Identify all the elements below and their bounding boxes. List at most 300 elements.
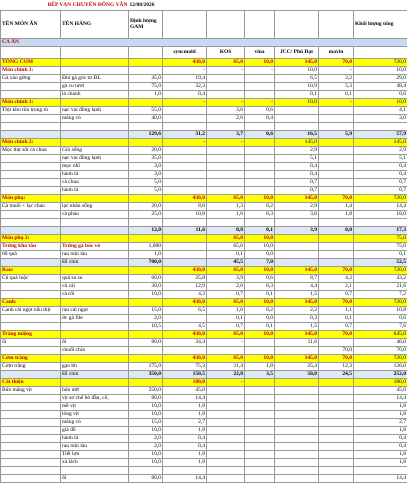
table-row: [1, 58, 407, 66]
table-cell: [129, 66, 163, 74]
table-cell: [61, 122, 129, 130]
table-cell: [1, 466, 61, 474]
table-row: [1, 218, 407, 226]
table-cell: 65,0: [207, 330, 245, 338]
table-cell: 57,9: [354, 130, 407, 138]
table-cell: [319, 154, 354, 162]
table-cell: [1, 290, 61, 298]
table-cell: [275, 450, 319, 458]
table-cell: 10,9: [275, 82, 319, 90]
table-cell: 7,0: [245, 258, 275, 266]
table-cell: 145,0: [354, 138, 407, 146]
table-cell: -: [319, 66, 354, 74]
table-cell: 430,0: [163, 330, 207, 338]
table-cell: 14,4: [163, 394, 207, 402]
table-cell: [275, 458, 319, 466]
table-cell: [163, 258, 207, 266]
table-cell: -: [207, 378, 245, 386]
table-cell: 720,0: [354, 354, 407, 362]
table-row: [1, 194, 407, 202]
table-cell: 2,9: [275, 202, 319, 210]
table-cell: 1,0: [129, 90, 163, 98]
table-cell: 0,1: [207, 250, 245, 258]
table-row: [1, 186, 407, 194]
table-cell: 18,0: [354, 210, 407, 218]
table-cell: [61, 378, 129, 386]
table-cell: [163, 250, 207, 258]
table-row: [1, 298, 407, 306]
table-cell: 3,0: [129, 170, 163, 178]
table-cell: 1,8: [354, 450, 407, 458]
table-cell: 10,0: [129, 426, 163, 434]
table-cell: -: [163, 138, 207, 146]
table-cell: [129, 234, 163, 242]
table-cell: hành lá: [61, 434, 129, 442]
table-cell: -: [207, 98, 245, 106]
table-row: [1, 306, 407, 314]
table-cell: 1,8: [163, 450, 207, 458]
table-cell: 15,0: [129, 306, 163, 314]
table-cell: 1,8: [319, 210, 354, 218]
table-cell: [245, 410, 275, 418]
table-cell: 0,1: [319, 314, 354, 322]
table-cell: Món chính 1:: [1, 66, 61, 74]
table-cell: ổi: [61, 474, 129, 482]
table-cell: Tráng miệng: [1, 330, 61, 338]
table-row: [1, 314, 407, 322]
table-cell: 2,7: [354, 418, 407, 426]
table-cell: [163, 242, 207, 250]
table-row: [1, 466, 407, 474]
table-cell: 10,0: [245, 330, 275, 338]
table-cell: 720,0: [354, 58, 407, 66]
table-cell: bún ướt: [61, 386, 129, 394]
table-row: [1, 378, 407, 386]
table-row: [1, 266, 407, 274]
table-row: [1, 274, 407, 282]
table-row: [1, 258, 407, 266]
table-cell: [61, 218, 129, 226]
table-cell: 145,0: [275, 330, 319, 338]
table-cell: [1, 226, 61, 234]
table-row: [1, 98, 407, 106]
table-cell: [129, 194, 163, 202]
table-cell: [1, 154, 61, 162]
table-cell: 4,3: [163, 290, 207, 298]
table-cell: 3,5: [245, 370, 275, 378]
table-cell: 43,2: [354, 274, 407, 282]
table-row: [1, 162, 407, 170]
table-cell: 3,7: [207, 130, 245, 138]
table-cell: 70,0: [319, 354, 354, 362]
table-cell: 5,0: [129, 186, 163, 194]
table-cell: -: [245, 66, 275, 74]
table-cell: 0,3: [245, 282, 275, 290]
table-cell: 10,0: [129, 410, 163, 418]
table-row: [1, 474, 407, 482]
table-cell: gạo bh: [61, 362, 129, 370]
table-cell: -: [245, 98, 275, 106]
table-cell: mề vịt: [61, 402, 129, 410]
table-cell: 7,6: [354, 322, 407, 330]
table-cell: [207, 458, 245, 466]
table-cell: [275, 474, 319, 482]
table-cell: 7,2: [354, 290, 407, 298]
table-cell: 2,0: [129, 314, 163, 322]
table-cell: 0,7: [354, 178, 407, 186]
table-cell: 45,0: [354, 386, 407, 394]
table-cell: [1, 122, 61, 130]
table-cell: 129,6: [129, 130, 163, 138]
table-cell: 12,9: [163, 282, 207, 290]
table-cell: 145,0: [275, 58, 319, 66]
table-row: [1, 82, 407, 90]
table-cell: 14,4: [163, 474, 207, 482]
table-cell: [319, 234, 354, 242]
table-row: [1, 434, 407, 442]
table-cell: [245, 122, 275, 130]
table-cell: [319, 386, 354, 394]
table-cell: 430,0: [163, 194, 207, 202]
table-cell: [163, 234, 207, 242]
table-cell: 0,4: [354, 434, 407, 442]
table-cell: [1, 370, 61, 378]
table-cell: Mọc thịt sốt cà chua: [1, 146, 61, 154]
table-cell: 45,0: [163, 386, 207, 394]
table-cell: 20,0: [129, 146, 163, 154]
section-label: CA ĂN: [1, 38, 407, 46]
table-row: [1, 138, 407, 146]
table-cell: Giò sống: [61, 146, 129, 154]
table-cell: Bún măng vịt: [1, 386, 61, 394]
table-cell: [61, 58, 129, 66]
table-cell: [61, 322, 129, 330]
table-cell: nạc vai đông lạnh: [61, 106, 129, 114]
table-cell: 1,8: [354, 402, 407, 410]
table-cell: 180,0: [354, 378, 407, 386]
table-cell: [61, 466, 129, 474]
table-cell: 65,0: [207, 194, 245, 202]
table-cell: [319, 242, 354, 250]
table-cell: 70,0: [319, 58, 354, 66]
table-cell: 60,0: [129, 274, 163, 282]
table-cell: [129, 330, 163, 338]
table-cell: [129, 266, 163, 274]
table-cell: [319, 170, 354, 178]
table-cell: [207, 146, 245, 154]
table-cell: 1,1: [319, 306, 354, 314]
table-cell: [1, 314, 61, 322]
table-cell: [245, 338, 275, 346]
table-cell: 0,2: [245, 202, 275, 210]
table-cell: 0,4: [354, 442, 407, 450]
table-cell: [207, 402, 245, 410]
table-cell: 8,6: [163, 202, 207, 210]
table-cell: [207, 434, 245, 442]
table-cell: [207, 474, 245, 482]
table-cell: 48,4: [354, 82, 407, 90]
table-cell: [245, 346, 275, 354]
table-cell: 0,7: [319, 290, 354, 298]
table-cell: [163, 314, 207, 322]
table-cell: [245, 386, 275, 394]
table-cell: 0,4: [245, 114, 275, 122]
table-cell: [245, 82, 275, 90]
table-cell: [319, 146, 354, 154]
table-cell: 0,2: [245, 306, 275, 314]
table-cell: 65,0: [207, 266, 245, 274]
table-cell: 45,0: [129, 74, 163, 82]
table-cell: Món phụ:: [1, 194, 61, 202]
table-cell: [1, 346, 61, 354]
table-cell: [319, 458, 354, 466]
table-cell: 80,0: [129, 474, 163, 482]
table-cell: 1,6: [207, 210, 245, 218]
table-cell: 14,4: [354, 394, 407, 402]
table-cell: [319, 466, 354, 474]
table-cell: [61, 98, 129, 106]
table-cell: 50,8: [275, 370, 319, 378]
table-cell: 5,1: [354, 154, 407, 162]
table-cell: [1, 218, 61, 226]
table-cell: 60 quả: [1, 250, 61, 258]
table-cell: 10,0: [129, 450, 163, 458]
table-cell: Món chính 2:: [1, 138, 61, 146]
table-cell: [275, 122, 319, 130]
table-cell: 35,0: [129, 154, 163, 162]
table-cell: 3,9: [275, 226, 319, 234]
table-cell: 10,8: [163, 210, 207, 218]
table-row: [1, 130, 407, 138]
table-cell: Cơm trắng: [1, 354, 61, 362]
header-syncmold: syncmold: [163, 46, 207, 58]
table-row: [1, 402, 407, 410]
table-cell: vịt sơ chế bỏ đầu, cổ,: [61, 394, 129, 402]
table-cell: ổi: [61, 338, 129, 346]
table-cell: 2,6: [207, 114, 245, 122]
table-cell: Trứng kho tàu: [1, 242, 61, 250]
table-cell: [163, 106, 207, 114]
table-cell: 0,8: [319, 226, 354, 234]
table-cell: [207, 218, 245, 226]
table-cell: [129, 218, 163, 226]
table-cell: 2,9: [275, 146, 319, 154]
table-cell: 430,0: [163, 298, 207, 306]
table-cell: [275, 426, 319, 434]
table-cell: 52,5: [354, 258, 407, 266]
table-cell: 32,3: [163, 82, 207, 90]
table-cell: Gà xào gừng: [1, 74, 61, 82]
table-cell: 40,0: [129, 114, 163, 122]
table-cell: 10,0: [245, 266, 275, 274]
table-cell: 1,8: [163, 402, 207, 410]
table-cell: 12,0: [129, 226, 163, 234]
header-item: TÊN HÀNG: [61, 10, 129, 38]
table-cell: [129, 354, 163, 362]
table-row: [1, 450, 407, 458]
table-cell: [163, 218, 207, 226]
table-cell: 1,5: [275, 322, 319, 330]
table-cell: [207, 154, 245, 162]
table-row: [1, 178, 407, 186]
table-cell: 5,0: [129, 178, 163, 186]
table-cell: 11,6: [275, 338, 319, 346]
table-cell: 1,4: [319, 202, 354, 210]
table-cell: [319, 250, 354, 258]
table-cell: Món phụ 2:: [1, 234, 61, 242]
table-row: [1, 106, 407, 114]
table-cell: hành lá: [61, 170, 129, 178]
table-cell: 0,0: [245, 250, 275, 258]
table-cell: 250,0: [129, 386, 163, 394]
table-row: [1, 442, 407, 450]
table-cell: 145,0: [275, 194, 319, 202]
table-cell: 3,6: [275, 210, 319, 218]
table-cell: 0,1: [319, 90, 354, 98]
table-cell: 2,0: [207, 282, 245, 290]
table-cell: [319, 418, 354, 426]
table-row: [1, 234, 407, 242]
table-cell: 70,0: [319, 330, 354, 338]
table-cell: 3,9: [207, 274, 245, 282]
table-cell: [319, 426, 354, 434]
table-cell: 12,3: [319, 362, 354, 370]
table-cell: 0,4: [163, 90, 207, 98]
table-cell: 720,0: [354, 298, 407, 306]
table-cell: 3,2: [319, 74, 354, 82]
table-cell: 150,5: [163, 370, 207, 378]
table-cell: 65,0: [207, 298, 245, 306]
table-cell: [1, 322, 61, 330]
table-cell: [163, 162, 207, 170]
table-cell: 80,0: [129, 338, 163, 346]
table-cell: 6,5: [275, 74, 319, 82]
table-cell: 1,8: [163, 458, 207, 466]
table-cell: [1, 162, 61, 170]
table-cell: [245, 378, 275, 386]
table-cell: 0,1: [245, 322, 275, 330]
table-cell: 0,7: [207, 322, 245, 330]
table-row: [1, 90, 407, 98]
table-cell: [245, 146, 275, 154]
table-cell: [1, 474, 61, 482]
table-row: [1, 354, 407, 362]
table-cell: [275, 218, 319, 226]
table-cell: [319, 186, 354, 194]
table-cell: 65,0: [207, 354, 245, 362]
table-cell: [319, 434, 354, 442]
table-cell: 11,6: [163, 226, 207, 234]
table-cell: [129, 122, 163, 130]
table-cell: giá đỗ: [61, 426, 129, 434]
table-row: [1, 346, 407, 354]
table-cell: 3,0: [354, 114, 407, 122]
table-cell: [1, 82, 61, 90]
table-row: [1, 242, 407, 250]
table-cell: 720,0: [354, 266, 407, 274]
table-cell: 0,1: [245, 226, 275, 234]
table-cell: [245, 178, 275, 186]
table-cell: củ cải: [61, 282, 129, 290]
table-cell: 1,8: [354, 426, 407, 434]
table-cell: 65,0: [207, 58, 245, 66]
table-cell: 0,4: [354, 162, 407, 170]
table-cell: [61, 226, 129, 234]
table-cell: mọc nhĩ: [61, 162, 129, 170]
table-cell: [1, 90, 61, 98]
table-row: [1, 114, 407, 122]
table-cell: [245, 466, 275, 474]
table-cell: [129, 98, 163, 106]
table-cell: 5,9: [319, 130, 354, 138]
table-cell: Canh:: [1, 298, 61, 306]
table-cell: 2,0: [129, 434, 163, 442]
table-cell: 145,0: [275, 354, 319, 362]
table-cell: 11,4: [207, 362, 245, 370]
table-cell: Củ quả luộc: [1, 274, 61, 282]
table-cell: 1,8: [354, 458, 407, 466]
table-cell: [129, 346, 163, 354]
table-cell: 1,8: [163, 426, 207, 434]
table-cell: 3,0: [129, 162, 163, 170]
table-row: [1, 362, 407, 370]
table-row: [1, 282, 407, 290]
table-cell: [319, 410, 354, 418]
table-cell: [61, 66, 129, 74]
table-cell: -: [207, 338, 245, 346]
table-cell: 1,3: [207, 202, 245, 210]
table-row: [1, 330, 407, 338]
table-row: [1, 426, 407, 434]
table-cell: 2,7: [163, 418, 207, 426]
table-cell: [163, 114, 207, 122]
table-cell: 10,0: [129, 402, 163, 410]
table-cell: 700,0: [129, 258, 163, 266]
table-cell: 70,0: [319, 298, 354, 306]
table-cell: Rau:: [1, 266, 61, 274]
table-row: [1, 370, 407, 378]
table-cell: 645,0: [354, 330, 407, 338]
table-cell: Cải thiện: [1, 378, 61, 386]
table-cell: [207, 426, 245, 434]
table-cell: 70,0: [319, 194, 354, 202]
table-cell: 145,0: [275, 266, 319, 274]
table-cell: 75,0: [354, 242, 407, 250]
table-cell: [61, 266, 129, 274]
table-cell: 22,8: [207, 370, 245, 378]
table-cell: [319, 378, 354, 386]
table-cell: [61, 130, 129, 138]
table-cell: 10,0: [245, 234, 275, 242]
table-cell: 0,1: [354, 250, 407, 258]
table-cell: [207, 90, 245, 98]
table-cell: xà lách: [61, 458, 129, 466]
table-cell: [207, 82, 245, 90]
table-cell: 0,4: [163, 442, 207, 450]
table-cell: [1, 114, 61, 122]
table-cell: [1, 434, 61, 442]
table-cell: 70,0: [319, 346, 354, 354]
table-cell: [163, 154, 207, 162]
header-dish: TÊN MÓN ĂN: [1, 10, 61, 38]
table-cell: 75,0: [129, 82, 163, 90]
table-cell: hành lá: [61, 186, 129, 194]
table-cell: [319, 402, 354, 410]
table-cell: [275, 258, 319, 266]
table-cell: 0,4: [275, 162, 319, 170]
table-cell: [275, 346, 319, 354]
table-cell: [245, 394, 275, 402]
